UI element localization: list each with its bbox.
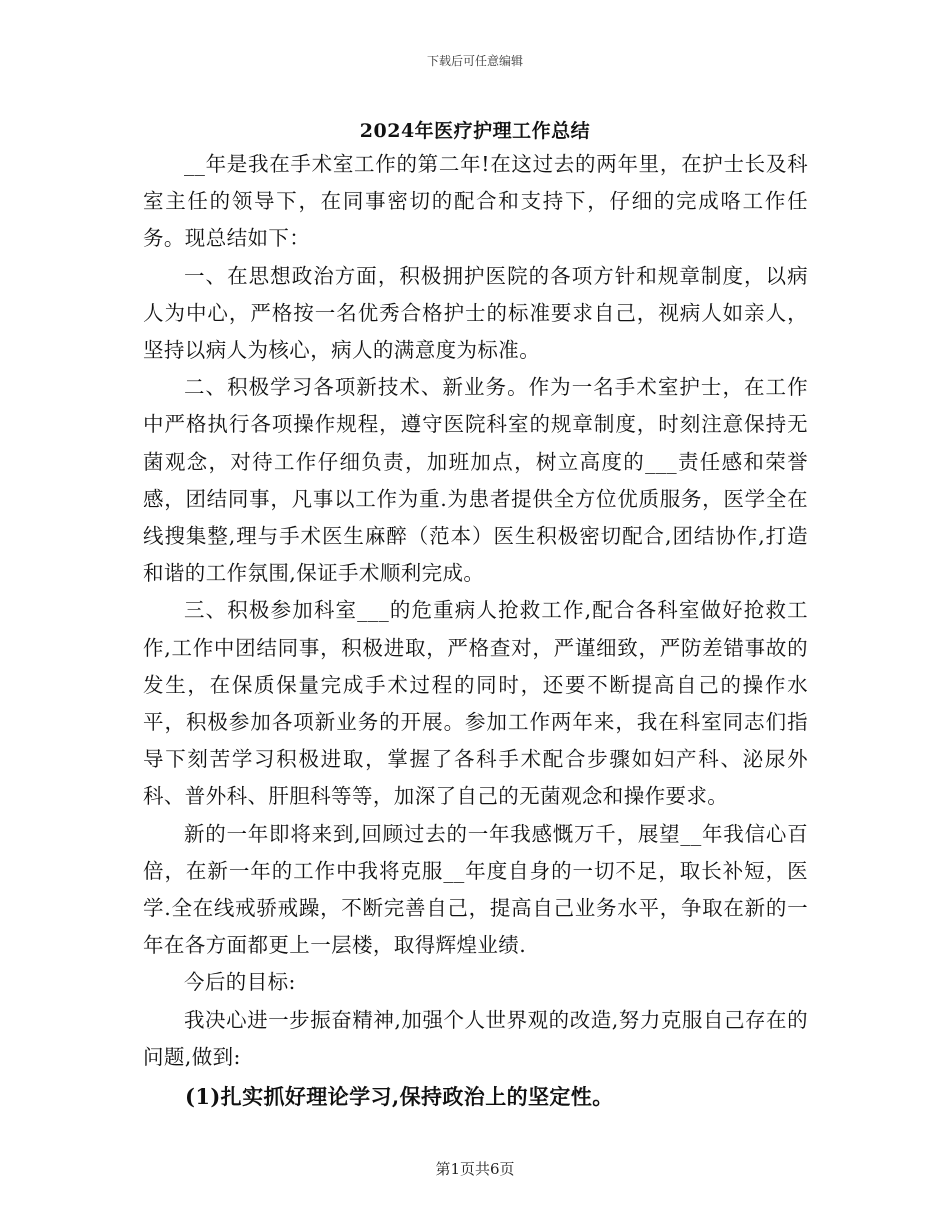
page-header-note: 下载后可任意编辑: [426, 54, 523, 68]
paragraph-section-2: 二、积极学习各项新技术、新业务。作为一名手术室护士，在工作中严格执行各项操作规程，遵守医院科室的规章制度，时刻注意保持无菌观念，对待工作仔细负责，加班加点，树立高度的___责任感和荣誉感，团结同事，凡事以工作为重.为患者提供全方位优质服务，医学全在线搜集整,理与手术医生麻醉（范本）医生积极密切配合,团结协作,打造和谐的工作氛围,保证手术顺利完成。: [143, 375, 808, 586]
paragraph-goal-1: (1)扎实抓好理论学习,保持政治上的坚定性。: [185, 1084, 614, 1110]
paragraph-goals-heading: 今后的目标:: [184, 970, 296, 995]
page-footer: 第1页共6页: [435, 1160, 515, 1178]
paragraph-intro: __年是我在手术室工作的第二年!在这过去的两年里，在护士长及科室主任的领导下，在同事密切的配合和支持下，仔细的完成咯工作任务。现总结如下：: [143, 152, 808, 251]
paragraph-section-3: 三、积极参加科室___的危重病人抢救工作,配合各科室做好抢救工作,工作中团结同事，积极进取，严格查对，严谨细致，严防差错事故的发生，在保质保量完成手术过程的同时，还要不断提高自己的操作水平，积极参加各项新业务的开展。参加工作两年来，我在科室同志们指导下刻苦学习积极进取，掌握了各科手术配合步骤如妇产科、泌尿外科、普外科、肝胆科等等，加深了自己的无菌观念和操作要求。: [143, 598, 808, 809]
paragraph-section-1: 一、在思想政治方面，积极拥护医院的各项方针和规章制度，以病人为中心，严格按一名优秀合格护士的标准要求自己，视病人如亲人，坚持以病人为核心，病人的满意度为标准。: [143, 263, 808, 363]
paragraph-resolution: 我决心进一步振奋精神,加强个人世界观的改造,努力克服自己存在的问题,做到:: [143, 1007, 808, 1069]
document-body: [143, 146, 808, 1115]
document-title: 2024年医疗护理工作总结: [359, 120, 591, 142]
paragraph-new-year: 新的一年即将来到,回顾过去的一年我感慨万千，展望__年我信心百倍，在新一年的工作中我将克服__年度自身的一切不足，取长补短，医学.全在线戒骄戒躁，不断完善自己，提高自己业务水平，争取在新的一年在各方面都更上一层楼，取得辉煌业绩.: [143, 821, 808, 958]
